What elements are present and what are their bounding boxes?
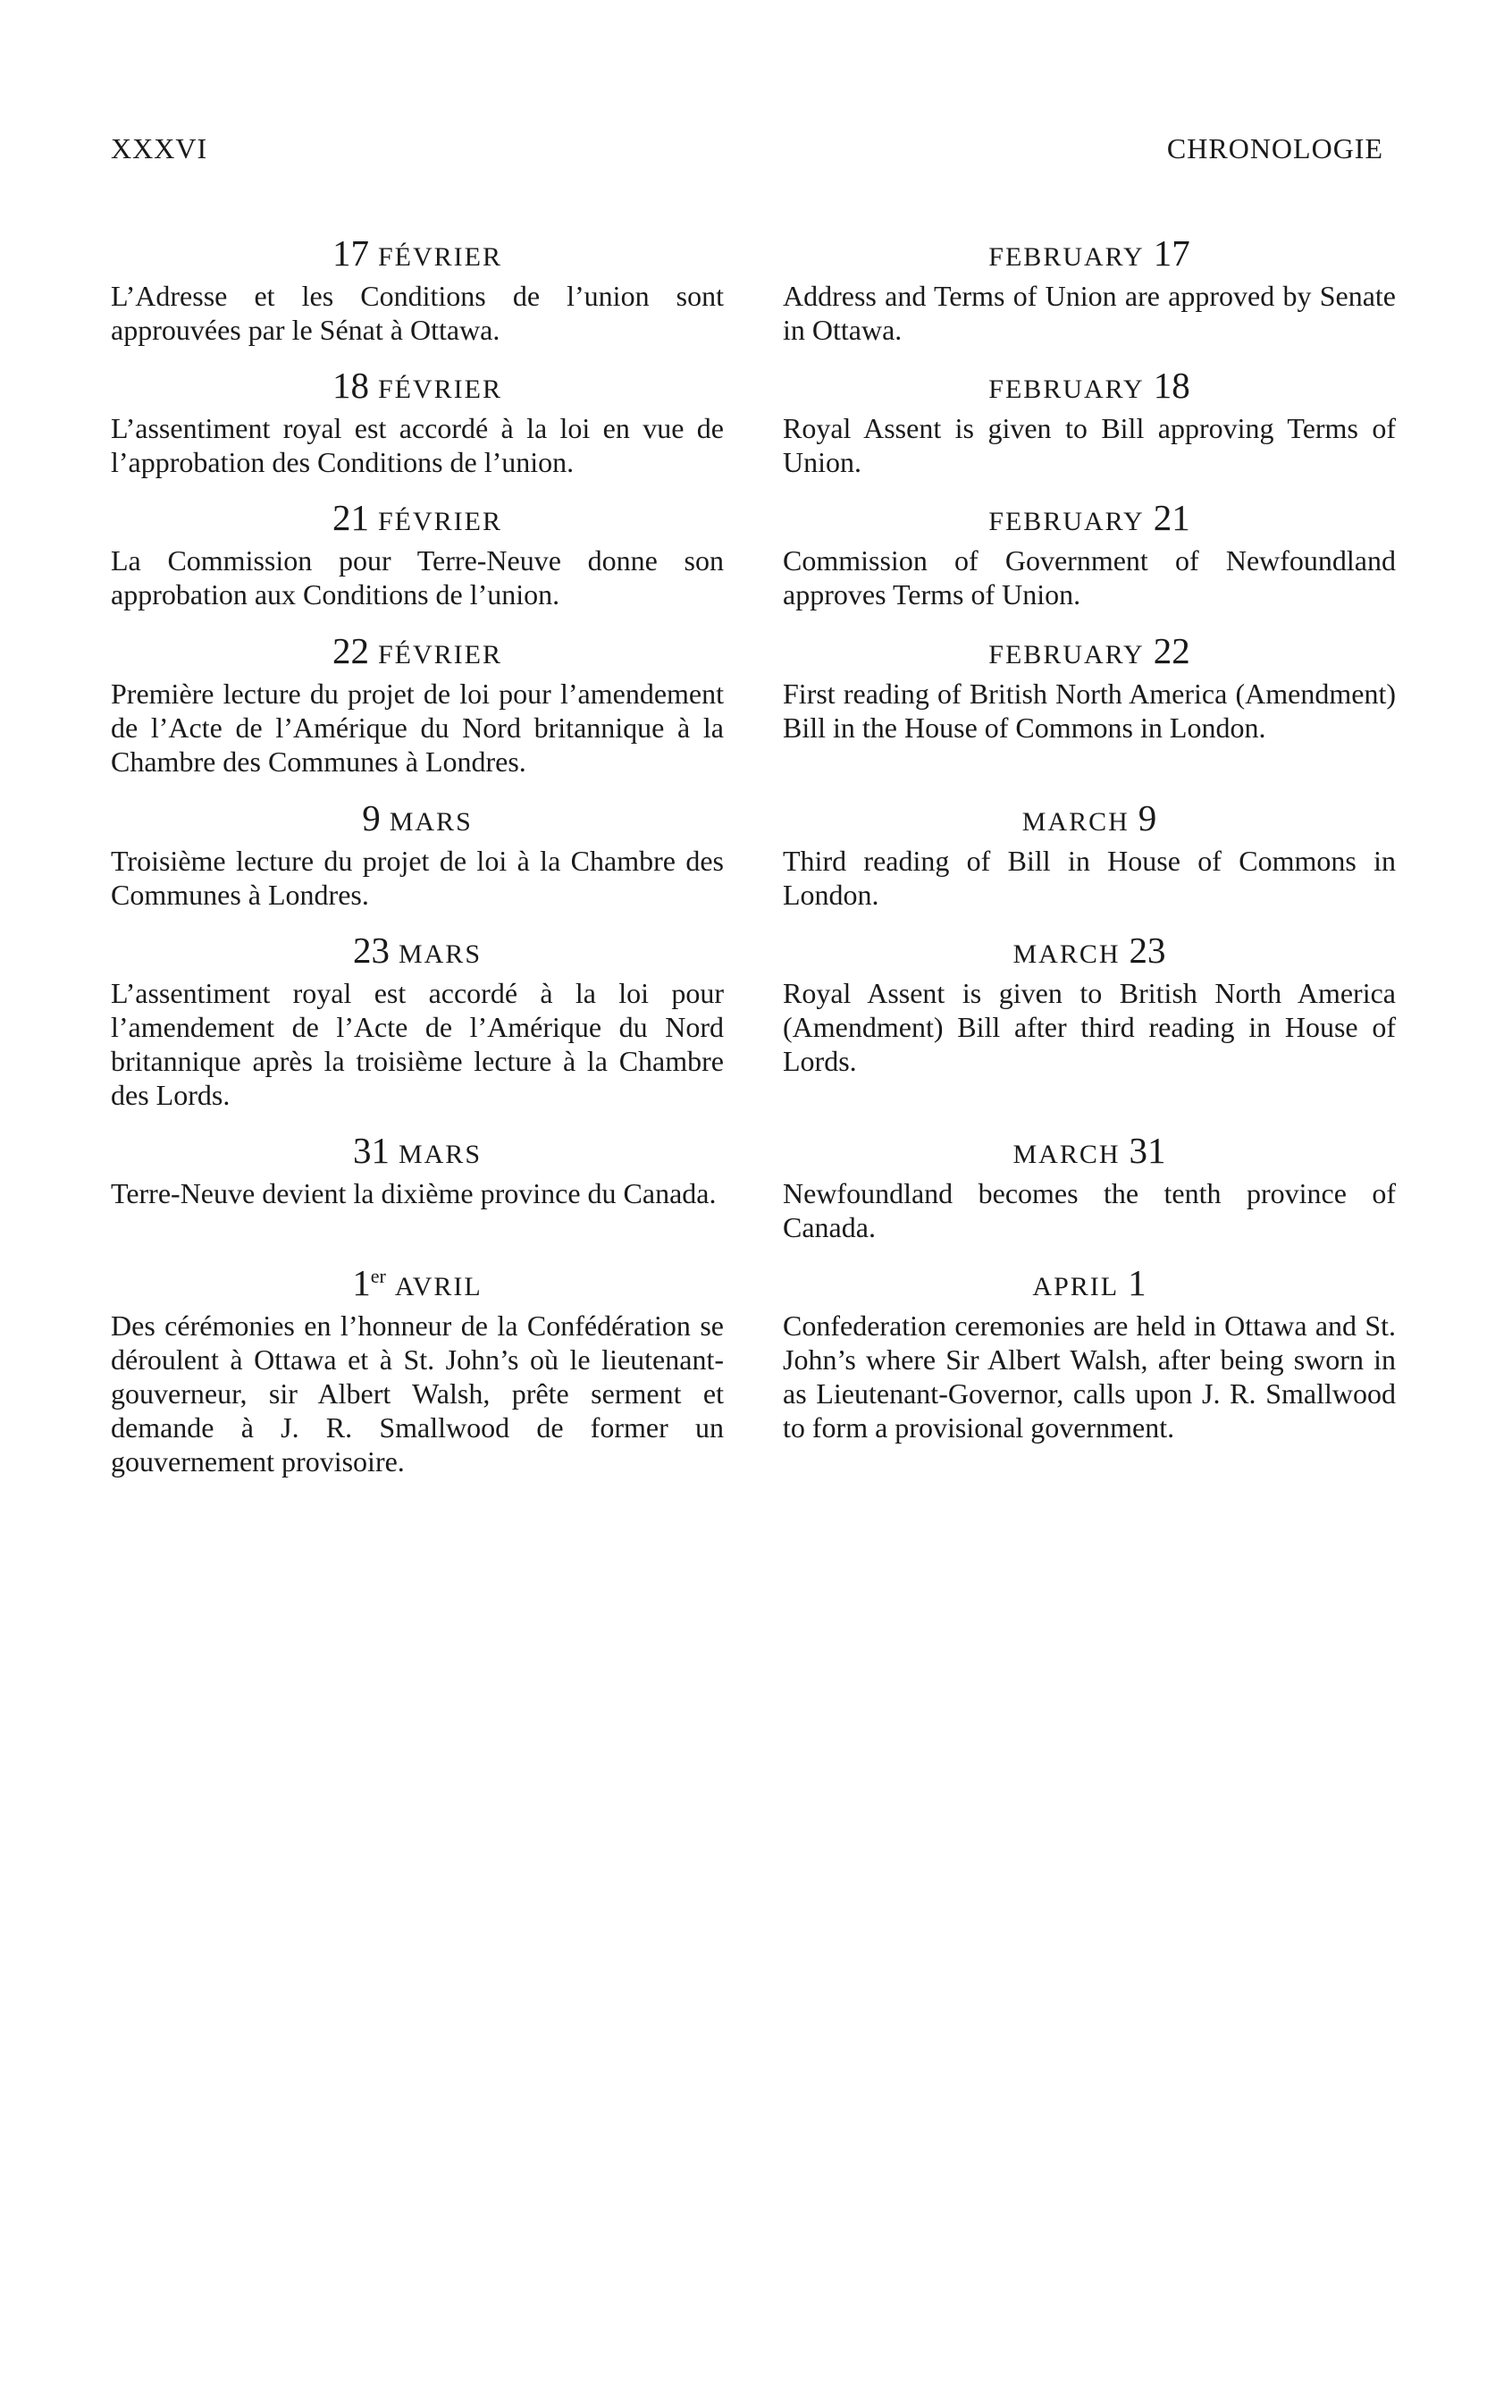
entry-text: Royal Assent is given to British North America (Amendment) Bill after third reading in House of Lords.: [783, 977, 1396, 1077]
date-day: 1: [352, 1262, 371, 1303]
entry-date: [783, 495, 1396, 540]
entry-date: [111, 495, 724, 540]
entry-date: [111, 231, 724, 275]
date-month: APRIL: [1032, 1272, 1120, 1301]
date-month: FEBRUARY: [988, 242, 1145, 272]
date-day: 21: [1153, 497, 1190, 538]
date-month: FEBRUARY: [988, 375, 1145, 404]
entry-text: Troisième lecture du projet de loi à la Chambre des Communes à Londres.: [111, 845, 724, 911]
date-month: FEBRUARY: [988, 640, 1145, 669]
entry-text: Première lecture du projet de loi pour l’amendement de l’Acte de l’Amérique du Nord britannique à la Chambre des Communes à Londres.: [111, 678, 724, 778]
entry-text: Newfoundland becomes the tenth province of Canada.: [783, 1177, 1396, 1243]
entry-fr-mar-9: [111, 796, 724, 912]
entry-date: [111, 628, 724, 673]
entry-fr-apr-1: [111, 1260, 724, 1478]
date-day: 9: [362, 797, 381, 838]
entry-text: Terre-Neuve devient la dixième province du Canada.: [111, 1177, 717, 1209]
entry-date: [111, 1128, 724, 1173]
entry-text: L’assentiment royal est accordé à la loi pour l’amendement de l’Acte de l’Amérique du Nord britannique après la troisième lecture à la Chambre des Lords.: [111, 977, 724, 1111]
entry-date: [783, 231, 1396, 275]
entry-fr-mar-31: [111, 1128, 724, 1210]
entry-text: Commission of Government of Newfoundland approves Terms of Union.: [783, 544, 1396, 610]
entry-en-apr-1: [783, 1260, 1396, 1444]
date-day: 18: [1153, 365, 1190, 406]
date-month: FÉVRIER: [377, 507, 502, 536]
entry-en-mar-31: [783, 1128, 1396, 1244]
entry-fr-feb-21: [111, 495, 724, 611]
date-day: 23: [1129, 930, 1166, 971]
entry-text: First reading of British North America (Amendment) Bill in the House of Commons in London.: [783, 678, 1396, 744]
date-day: 17: [1153, 232, 1190, 274]
date-day: 17: [332, 232, 369, 274]
running-head-title: CHRONOLOGIE: [1166, 132, 1383, 164]
date-day: 9: [1138, 797, 1157, 838]
date-day: 22: [332, 630, 369, 671]
entry-date: [783, 363, 1396, 408]
entry-text: L’Adresse et les Conditions de l’union sont approuvées par le Sénat à Ottawa.: [111, 280, 724, 346]
entry-text: Royal Assent is given to Bill approving Terms of Union.: [783, 412, 1396, 478]
entry-fr-mar-23: [111, 928, 724, 1112]
entry-en-mar-9: [783, 796, 1396, 912]
date-day: 31: [1129, 1130, 1166, 1171]
entry-en-feb-21: [783, 495, 1396, 611]
date-day: 23: [352, 930, 390, 971]
date-ordinal: er: [370, 1265, 386, 1287]
date-day: 31: [352, 1130, 390, 1171]
date-month: AVRIL: [394, 1272, 483, 1301]
entry-fr-feb-18: [111, 363, 724, 479]
date-month: MARS: [389, 807, 473, 837]
entry-en-feb-17: [783, 231, 1396, 347]
date-month: MARCH: [1012, 1140, 1121, 1169]
date-month: MARCH: [1021, 807, 1130, 837]
entry-date: [783, 1260, 1396, 1305]
date-day: 1: [1128, 1262, 1147, 1303]
entry-date: [783, 928, 1396, 972]
entry-text: Confederation ceremonies are held in Ottawa and St. John’s where Sir Albert Walsh, after being sworn in as Lieutenant-Governor, calls upon J. R. Smallwood to form a provisional government.: [783, 1309, 1396, 1444]
entry-en-mar-23: [783, 928, 1396, 1078]
entry-date: [111, 1260, 724, 1305]
date-day: 18: [332, 365, 369, 406]
entry-en-feb-22: [783, 628, 1396, 745]
entry-fr-feb-17: [111, 231, 724, 347]
entry-date: [783, 1128, 1396, 1173]
date-month: MARS: [398, 939, 483, 969]
entry-text: Des cérémonies en l’honneur de la Confédération se déroulent à Ottawa et à St. John’s où le lieutenant-gouverneur, sir Albert Walsh, prête serment et demande à J. R. Smallwood de former un gouvernement provisoire.: [111, 1309, 724, 1478]
entry-date: [111, 796, 724, 840]
date-day: 21: [332, 497, 369, 538]
entry-text: La Commission pour Terre-Neuve donne son approbation aux Conditions de l’union.: [111, 544, 724, 610]
date-month: FEBRUARY: [988, 507, 1145, 536]
entry-date: [111, 928, 724, 972]
entry-text: L’assentiment royal est accordé à la loi en vue de l’approbation des Conditions de l’union.: [111, 412, 724, 478]
date-month: MARCH: [1012, 939, 1121, 969]
page-number: XXXVI: [111, 132, 208, 164]
date-day: 22: [1153, 630, 1190, 671]
date-month: MARS: [398, 1140, 483, 1169]
entry-en-feb-18: [783, 363, 1396, 479]
entry-date: [783, 628, 1396, 673]
entry-fr-feb-22: [111, 628, 724, 779]
entry-text: Address and Terms of Union are approved by Senate in Ottawa.: [783, 280, 1396, 346]
date-month: FÉVRIER: [377, 242, 502, 272]
entry-date: [111, 363, 724, 408]
date-month: FÉVRIER: [377, 375, 502, 404]
date-month: FÉVRIER: [377, 640, 502, 669]
entry-date: [783, 796, 1396, 840]
entry-text: Third reading of Bill in House of Commons in London.: [783, 845, 1396, 911]
